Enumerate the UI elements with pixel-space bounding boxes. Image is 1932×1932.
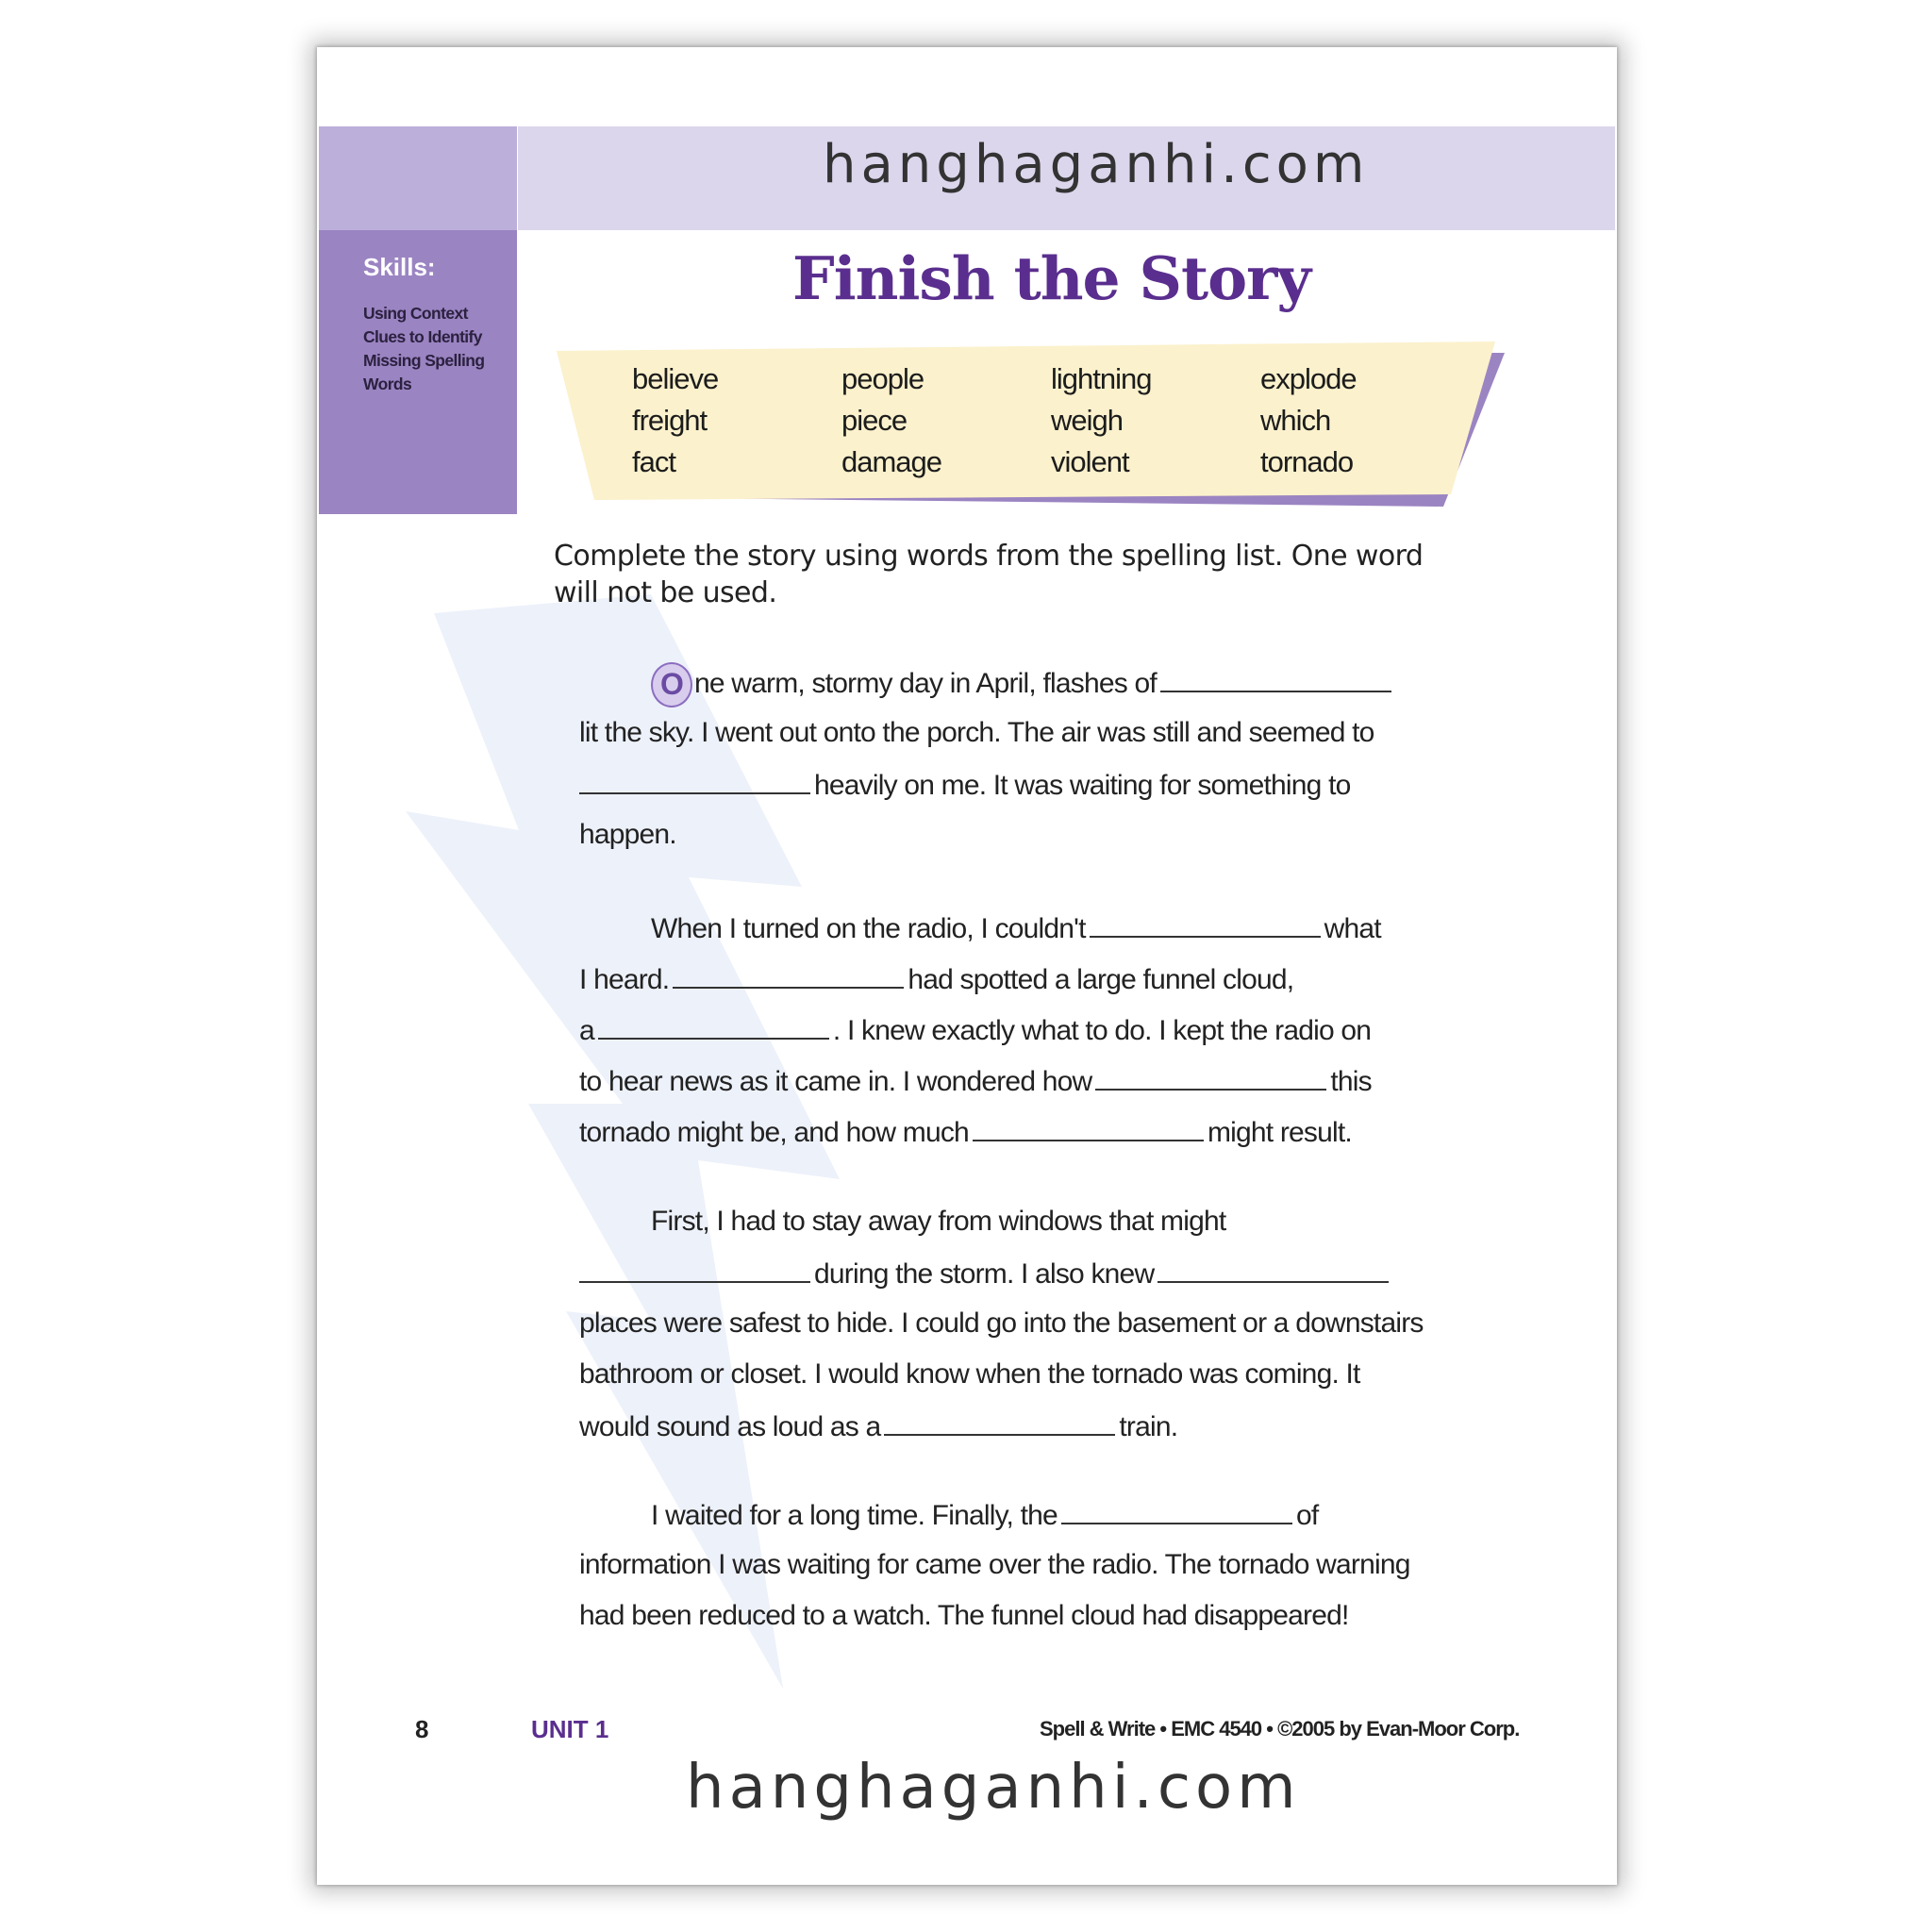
spelling-word-box [557,341,1505,507]
answer-blank[interactable] [1095,1064,1326,1091]
answer-blank[interactable] [884,1409,1115,1436]
word-item: people [841,362,924,395]
word-item: lightning [1051,362,1152,395]
word-item: which [1260,404,1331,437]
page-number: 8 [415,1715,429,1743]
word-item: fact [632,445,675,478]
skills-description: Using Context Clues to Identify Missing Spelling Words [363,304,485,393]
instructions: Complete the story using words from the spelling list. One word will not be used. [554,540,1424,609]
word-item: violent [1051,445,1129,478]
skills-title: Skills: [363,253,436,281]
watermark-top: hanghaganhi.com [823,134,1370,195]
word-item: freight [632,404,708,437]
answer-blank[interactable] [1090,911,1321,938]
word-item: piece [841,404,908,437]
drop-cap: O [651,662,692,708]
watermark-bottom: hanghaganhi.com [686,1753,1301,1823]
answer-blank[interactable] [1061,1498,1292,1524]
word-item: damage [841,445,942,478]
copyright-text: Spell & Write • EMC 4540 • ©2005 by Evan-Moor Corp. [1040,1717,1520,1740]
answer-blank[interactable] [598,1013,829,1040]
word-item: believe [632,362,719,395]
page-title: Finish the Story [792,243,1310,313]
word-item: explode [1260,362,1357,395]
answer-blank[interactable] [579,768,810,794]
answer-blank[interactable] [579,1257,810,1283]
unit-label: UNIT 1 [531,1715,609,1743]
answer-blank[interactable] [973,1115,1204,1141]
answer-blank[interactable] [1158,1257,1389,1283]
answer-blank[interactable] [1160,666,1391,692]
sidebar-header-block [319,126,517,230]
answer-blank[interactable] [673,962,904,989]
word-item: weigh [1051,404,1123,437]
word-item: tornado [1260,445,1354,478]
